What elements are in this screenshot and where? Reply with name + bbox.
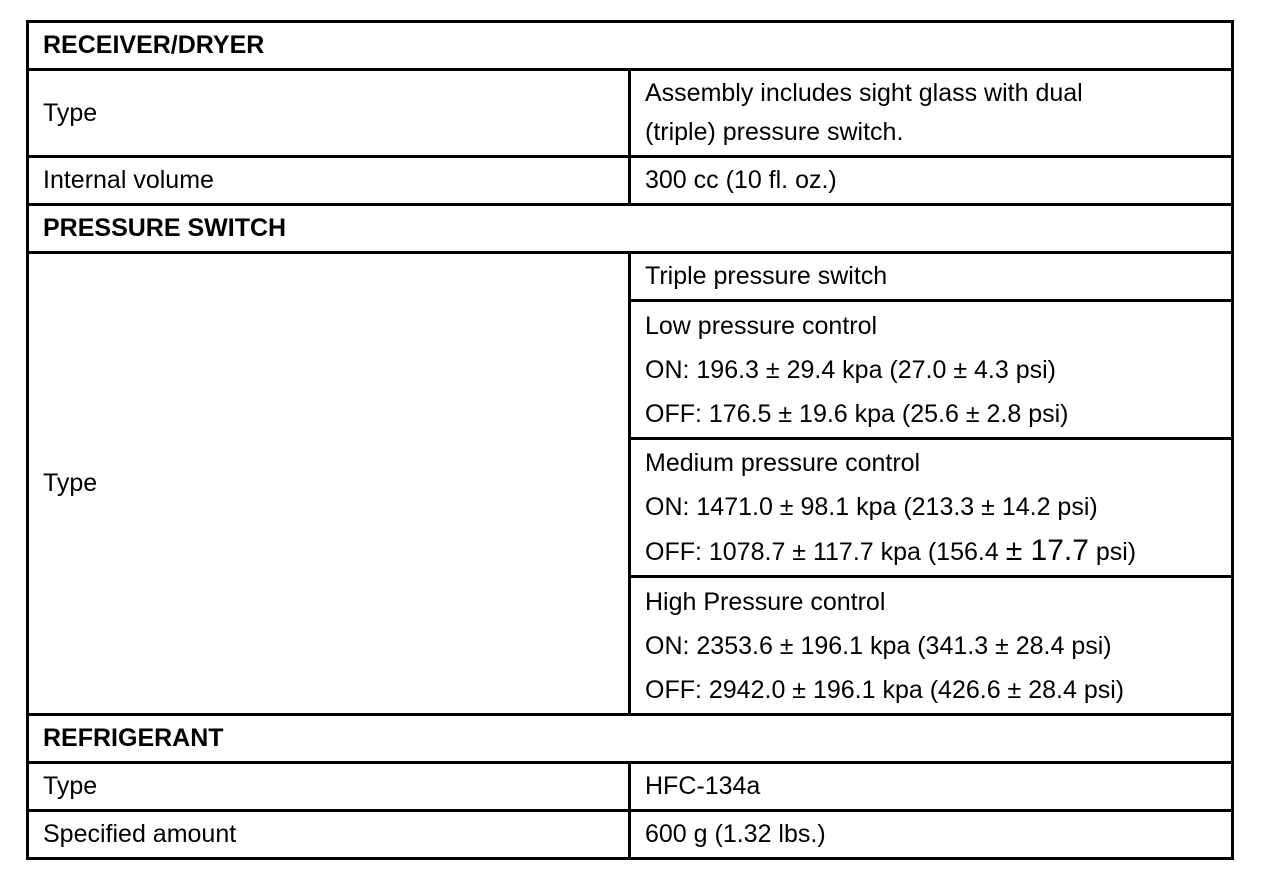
control-off: OFF: 2942.0 ± 196.1 kpa (426.6 ± 28.4 psi) [645,675,1125,704]
switch-type-value: Triple pressure switch [630,253,1233,301]
table-row [28,763,1233,811]
medium-pressure-control [630,439,1233,577]
control-title: Medium pressure control [645,449,921,477]
specifications-table [26,20,1234,860]
row-value [630,70,1233,157]
control-off-suffix: psi) [1088,538,1137,566]
row-label: Type [28,70,630,157]
section-heading: REFRIGERANT [28,715,1233,763]
section-heading: PRESSURE SWITCH [28,205,1233,253]
row-label: Internal volume [28,157,630,205]
table-row [28,157,1233,205]
section-pressure-switch [28,205,1233,253]
value-line: Assembly includes sight glass with dual [645,79,1083,107]
control-title: High Pressure control [645,587,886,616]
row-value: 300 cc (10 fl. oz.) [630,157,1233,205]
table-row [28,811,1233,859]
row-label: Specified amount [28,811,630,859]
table-row [28,253,1233,301]
control-off-prefix: OFF: 1078.7 ± 117.7 kpa (156.4 [645,538,1006,566]
control-off [645,529,1231,574]
control-on: ON: 1471.0 ± 98.1 kpa (213.3 ± 14.2 psi) [645,493,1098,521]
row-label: Type [28,253,630,715]
row-value: 600 g (1.32 lbs.) [630,811,1233,859]
control-off-tolerance: ± 17.7 [1005,534,1089,567]
section-receiver-dryer [28,22,1233,70]
low-pressure-control [630,301,1233,439]
control-off: OFF: 176.5 ± 19.6 kpa (25.6 ± 2.8 psi) [645,399,1069,428]
high-pressure-control [630,577,1233,715]
control-title: Low pressure control [645,311,878,340]
control-on: ON: 196.3 ± 29.4 kpa (27.0 ± 4.3 psi) [645,355,1056,384]
table-row [28,70,1233,157]
control-on: ON: 2353.6 ± 196.1 kpa (341.3 ± 28.4 psi) [645,631,1112,660]
row-value: HFC-134a [630,763,1233,811]
section-refrigerant [28,715,1233,763]
row-label: Type [28,763,630,811]
section-heading: RECEIVER/DRYER [28,22,1233,70]
value-line: (triple) pressure switch. [645,118,904,146]
